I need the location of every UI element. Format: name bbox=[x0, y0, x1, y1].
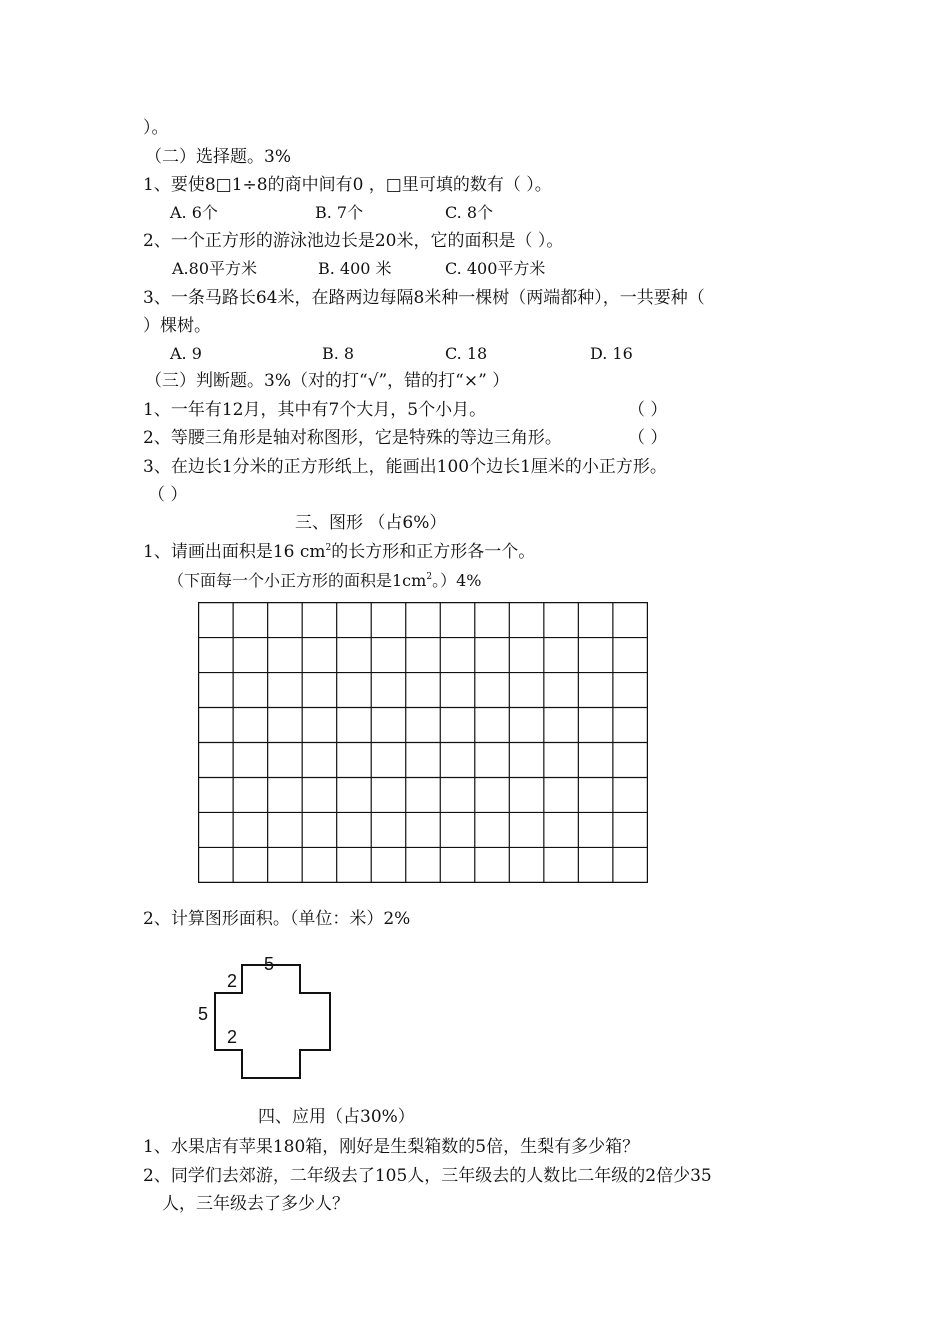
judge-question-1: 1、一年有12月，其中有7个大月，5个小月。 bbox=[143, 400, 487, 420]
choice-q1-option-a[interactable]: A. 6个 bbox=[170, 203, 218, 222]
geometry-q1-note bbox=[168, 570, 481, 592]
cross-shape-figure bbox=[190, 950, 350, 1085]
application-question-2-line1: 2、同学们去郊游，二年级去了105人，三年级去的人数比二年级的2倍少35 bbox=[143, 1166, 712, 1186]
choice-q2-option-a[interactable]: A.80平方米 bbox=[172, 259, 258, 278]
geometry-note-text-end: 。）4% bbox=[432, 571, 482, 590]
section-multiple-choice-title: （二）选择题。3% bbox=[145, 147, 291, 167]
part-application-title: 四、应用（占30%） bbox=[258, 1107, 415, 1127]
choice-q3-option-b[interactable]: B. 8 bbox=[322, 344, 355, 363]
figure-label-arm-bottom: 2 bbox=[227, 1027, 238, 1047]
choice-q1-option-b[interactable]: B. 7个 bbox=[315, 203, 364, 222]
choice-q3-option-d[interactable]: D. 16 bbox=[590, 344, 633, 363]
geometry-note-text: （下面每一个小正方形的面积是1cm bbox=[168, 571, 427, 590]
choice-q3-option-c[interactable]: C. 18 bbox=[445, 344, 488, 363]
drawing-grid[interactable] bbox=[198, 602, 648, 883]
choice-question-1: 1、要使8□1÷8的商中间有0 ，□里可填的数有（ ）。 bbox=[143, 175, 552, 195]
geometry-q1-superscript: 2 bbox=[325, 543, 332, 553]
choice-q2-option-c[interactable]: C. 400平方米 bbox=[445, 259, 546, 278]
figure-label-left-height: 5 bbox=[198, 1004, 209, 1024]
geometry-note-superscript: 2 bbox=[426, 572, 433, 582]
figure-label-top-width: 5 bbox=[264, 954, 275, 974]
geometry-q1-text-end: 的长方形和正方形各一个。 bbox=[331, 542, 536, 562]
judge-q1-answer-blank[interactable]: （ ） bbox=[628, 400, 668, 420]
choice-question-3-line1: 3、一条马路长64米，在路两边每隔8米种一棵树（两端都种），一共要种（ bbox=[143, 288, 705, 308]
application-question-2-line2: 人，三年级去了多少人？ bbox=[162, 1194, 349, 1214]
choice-q1-option-c[interactable]: C. 8个 bbox=[445, 203, 494, 222]
application-question-1: 1、水果店有苹果180箱，刚好是生梨箱数的5倍，生梨有多少箱？ bbox=[143, 1137, 640, 1157]
geometry-question-1 bbox=[143, 541, 535, 563]
part-geometry-title: 三、图形 （占6%） bbox=[295, 513, 447, 533]
section-true-false-title: （三）判断题。3%（对的打“√”，错的打“×” ） bbox=[145, 371, 510, 391]
figure-label-arm-top: 2 bbox=[227, 971, 238, 991]
choice-question-2: 2、一个正方形的游泳池边长是20米，它的面积是（ ）。 bbox=[143, 231, 564, 251]
judge-q2-answer-blank[interactable]: （ ） bbox=[628, 428, 668, 448]
geometry-q1-text: 1、请画出面积是16 cm bbox=[143, 542, 326, 562]
judge-question-2: 2、等腰三角形是轴对称图形，它是特殊的等边三角形。 bbox=[143, 428, 562, 448]
choice-q3-option-a[interactable]: A. 9 bbox=[170, 344, 202, 363]
choice-question-3-line2: ）棵树。 bbox=[143, 316, 211, 336]
choice-q2-option-b[interactable]: B. 400 米 bbox=[318, 259, 392, 278]
previous-question-tail: ）。 bbox=[143, 118, 169, 138]
judge-q3-answer-blank[interactable]: （ ） bbox=[148, 485, 188, 505]
geometry-question-2: 2、计算图形面积。（单位：米）2% bbox=[143, 909, 411, 929]
judge-question-3: 3、在边长1分米的正方形纸上，能画出100个边长1厘米的小正方形。 bbox=[143, 457, 667, 477]
